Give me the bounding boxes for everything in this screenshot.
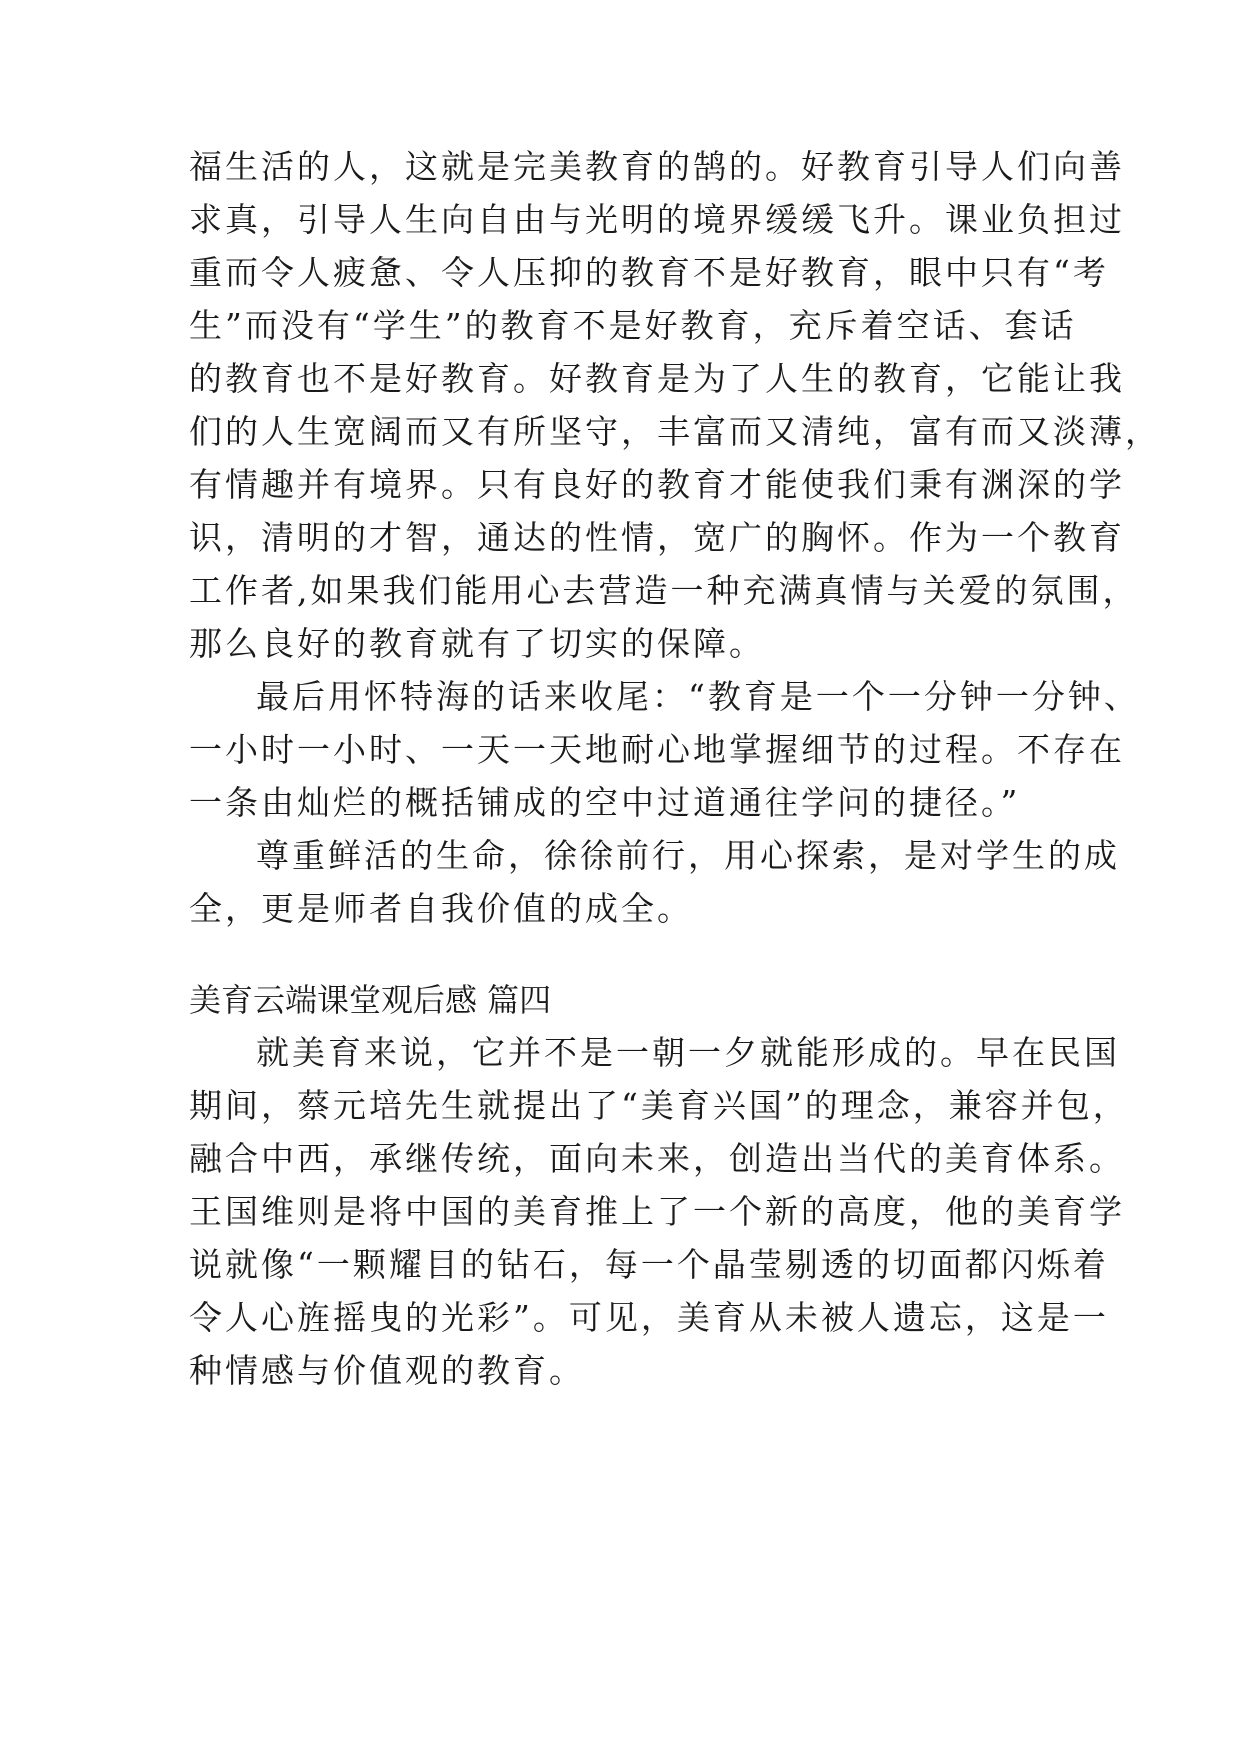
section-heading: 美育云端课堂观后感 篇四: [189, 981, 552, 1019]
paragraph-line: 生”而没有“学生”的教育不是好教育，充斥着空话、套话: [189, 306, 1077, 345]
paragraph-line: 的教育也不是好教育。好教育是为了人生的教育，它能让我: [189, 359, 1125, 398]
paragraph-line: 王国维则是将中国的美育推上了一个新的高度，他的美育学: [189, 1192, 1125, 1231]
paragraph-line: 求真，引导人生向自由与光明的境界缓缓飞升。课业负担过: [189, 200, 1125, 239]
paragraph-line: 工作者,如果我们能用心去营造一种充满真情与关爱的氛围，: [189, 571, 1139, 610]
paragraph-line: 识，清明的才智，通达的性情，宽广的胸怀。作为一个教育: [189, 518, 1125, 557]
paragraph-line: 就美育来说，它并不是一朝一夕就能形成的。早在民国: [256, 1033, 1120, 1072]
paragraph-line: 们的人生宽阔而又有所坚守，丰富而又清纯，富有而又淡薄，: [189, 412, 1161, 451]
paragraph-line: 一条由灿烂的概括铺成的空中过道通往学问的捷径。”: [189, 783, 1021, 822]
paragraph-line: 那么良好的教育就有了切实的保障。: [189, 624, 765, 663]
paragraph-line: 融合中西，承继传统，面向未来，创造出当代的美育体系。: [189, 1139, 1125, 1178]
paragraph-line: 有情趣并有境界。只有良好的教育才能使我们秉有渊深的学: [189, 465, 1125, 504]
paragraph-line: 福生活的人，这就是完美教育的鹄的。好教育引导人们向善: [189, 147, 1125, 186]
paragraph-line: 种情感与价值观的教育。: [189, 1351, 585, 1390]
paragraph-line: 令人心旌摇曳的光彩”。可见，美育从未被人遗忘，这是一: [189, 1298, 1109, 1337]
paragraph-line: 一小时一小时、一天一天地耐心地掌握细节的过程。不存在: [189, 730, 1125, 769]
paragraph-line: 期间，蔡元培先生就提出了“美育兴国”的理念，兼容并包，: [189, 1086, 1129, 1125]
paragraph-line: 说就像“一颗耀目的钻石，每一个晶莹剔透的切面都闪烁着: [189, 1245, 1109, 1284]
paragraph-line: 重而令人疲惫、令人压抑的教育不是好教育，眼中只有“考: [189, 253, 1109, 292]
paragraph-line: 最后用怀特海的话来收尾：“教育是一个一分钟一分钟、: [256, 677, 1140, 716]
paragraph-line: 全，更是师者自我价值的成全。: [189, 889, 693, 928]
paragraph-line: 尊重鲜活的生命，徐徐前行，用心探索，是对学生的成: [256, 836, 1120, 875]
